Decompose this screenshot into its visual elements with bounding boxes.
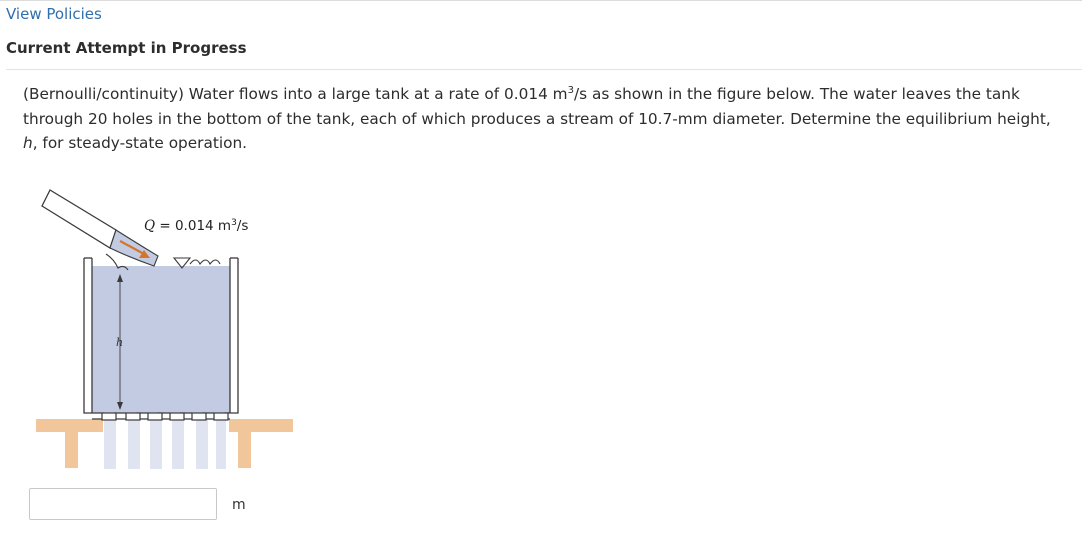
- stream-4: [172, 419, 184, 469]
- top-border: [0, 0, 1082, 1]
- answer-input[interactable]: [29, 488, 217, 520]
- support-left-top: [36, 419, 103, 432]
- header-divider: [6, 69, 1082, 70]
- stream-1: [104, 419, 116, 469]
- flow-rate-q: Q: [144, 218, 156, 234]
- support-right-leg: [238, 432, 251, 468]
- flow-rate-sup: 3: [231, 218, 237, 228]
- question-text: [23, 82, 1063, 156]
- flow-rate-unit: /s: [236, 218, 249, 234]
- question-part-1: (Bernoulli/continuity) Water flows into a large tank at a rate of 0.014 m: [23, 85, 568, 103]
- question-superscript: 3: [567, 84, 574, 96]
- tank-diagram: [36, 186, 296, 476]
- support-table: [36, 419, 293, 468]
- exit-streams: [104, 419, 226, 469]
- stream-5: [196, 419, 208, 469]
- question-part-2: /s as shown in the figure below. The water leaves the tank through 20 holes in the bottom of the tank, each of which produces a stream of 10.7-mm diameter. Determine the equilibrium height,: [23, 85, 1051, 128]
- view-policies-link[interactable]: View Policies: [6, 5, 102, 23]
- flow-rate-value: = 0.014 m: [155, 218, 232, 234]
- flow-rate-label: [144, 218, 248, 234]
- height-label: h: [116, 336, 124, 349]
- stream-3: [150, 419, 162, 469]
- support-left-leg: [65, 432, 78, 468]
- stream-6: [216, 419, 226, 469]
- question-part-3: , for steady-state operation.: [32, 134, 248, 152]
- stream-2: [128, 419, 140, 469]
- tank-right-wall-outer: [230, 258, 238, 413]
- tank-left-wall-outer: [84, 258, 92, 413]
- attempt-status-heading: Current Attempt in Progress: [6, 39, 247, 57]
- support-right-top: [229, 419, 293, 432]
- tank-water: [92, 266, 230, 413]
- question-variable-h: h: [23, 134, 33, 152]
- answer-unit: m: [232, 497, 246, 513]
- tank-figure: [36, 186, 296, 476]
